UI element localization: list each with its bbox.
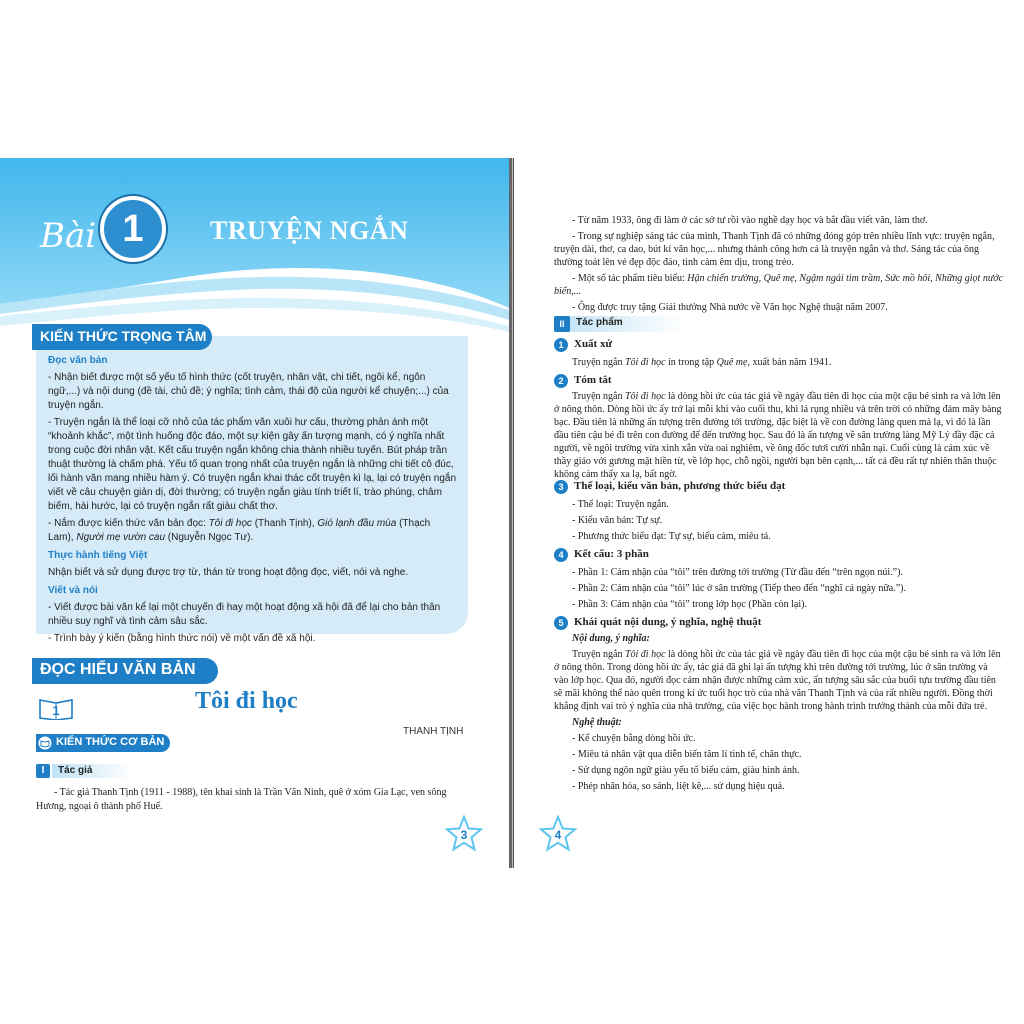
list-item: - Miêu tả nhân vật qua diễn biến tâm lí tinh tế, chân thực.	[572, 749, 802, 760]
text-run: (Thạch Lam),	[48, 518, 431, 543]
author-section-number: I	[36, 764, 50, 778]
paragraph: - Trong sự nghiệp sáng tác của mình, Thanh Tịnh đã có những đóng góp trên nhiều lĩnh vực: truyện ngắn, truyện dài, thơ, ca dao, bút kí văn học,... nhưng thành công hơn cả là truyện ngắn và thơ. Sáng tác của ông thường toát lên vẻ đẹp độc đáo, tình cảm êm dịu, trong trẻo.	[554, 231, 995, 268]
overview-subheading-content: Nội dung, ý nghĩa:	[572, 633, 650, 644]
text-run: (Nguyễn Ngọc Tư).	[165, 532, 254, 543]
work-section-number: II	[554, 316, 570, 332]
work-title: Tôi đi học	[624, 391, 666, 402]
work-title: Hận chiến trường, Quê mẹ, Ngậm ngải tìm trầm, Sức mồ hôi, Những giọt nước biển,...	[554, 273, 1004, 297]
work-title: Quê mẹ	[716, 357, 748, 368]
right-page	[513, 158, 1024, 868]
lesson-number-badge	[100, 196, 166, 262]
text-run: in trong tập	[665, 357, 717, 368]
page-number-badge	[538, 814, 578, 854]
paragraph: - Từ năm 1933, ông đi làm ở các sở tư rồi vào nghề dạy học và bắt đầu viết văn, làm thơ.	[572, 215, 928, 226]
page-number: 4	[554, 828, 562, 842]
subsection-title: Kết cấu: 3 phần	[574, 548, 649, 560]
basic-knowledge-tab	[36, 734, 170, 752]
subsection-number: 2	[554, 374, 568, 388]
knowledge-content	[48, 350, 458, 649]
knowledge-heading-vietnamese: Thực hành tiếng Việt	[48, 550, 148, 561]
genre-list	[554, 498, 1004, 546]
text-run: Truyện ngắn	[572, 649, 625, 660]
list-item: - Kiểu văn bản: Tự sự.	[572, 515, 663, 526]
knowledge-heading-writing: Viết và nói	[48, 585, 98, 596]
work-title: Tôi đi học	[624, 649, 666, 660]
text-number-badge	[38, 696, 74, 720]
book-open-icon	[38, 736, 52, 750]
lesson-number: 1	[122, 208, 144, 250]
text-title: Tôi đi học	[195, 688, 298, 714]
list-item: - Phần 2: Cảm nhận của “tôi” lúc ở sân trường (Tiếp theo đến “nghĩ cả ngày nữa.”).	[572, 583, 907, 594]
work-title: Người mẹ vườn cau	[76, 532, 166, 543]
paragraph	[554, 272, 1004, 298]
paragraph: - Ông được truy tặng Giải thưởng Nhà nước về Văn học Nghệ thuật năm 2007.	[572, 302, 888, 313]
reading-tab-label: ĐỌC HIỂU VĂN BẢN	[40, 661, 196, 678]
structure-list	[554, 566, 1004, 614]
book-icon	[38, 696, 74, 720]
text-run: là dòng hồi ức của tác giả về ngày đầu tiên đi học của một cậu bé sinh ra và lớn lên ở nông thôn. Dòng hồi ức ấy trở lại mỗi khi vào cuối thu, khi lá rụng nhiều và trên trời có những đám mây bàng bạc. Đầu tiên là những ấn tượng trên đường tới trường, đặc biệt là về con đường làng quen mà lạ, vì đó là lần đầu tiên cậu bé đi trên con đường để đến trường học. Sau đó là ấn tượng về sân trường làng Mỹ Lý đầy đặc cả người, về ngôi trường vừa xinh xắn vừa oai nghiêm, về ông đốc tươi cười nhẫn nại. Cuối cùng là cảm xúc về thầy giáo với gương mặt hiền từ, về lớp học, chỗ ngồi, người bạn bên cạnh,... tất cả đều rất tự nhiên thân thuộc không cảm thấy xa lạ, bất ngờ.	[554, 391, 1002, 480]
subsection-title: Thể loại, kiểu văn bản, phương thức biểu đạt	[574, 480, 786, 492]
work-section-label: Tác phẩm	[576, 317, 623, 328]
text-run: - Một số tác phẩm tiêu biểu:	[572, 273, 688, 284]
paragraph	[554, 356, 1004, 369]
knowledge-box	[36, 336, 468, 644]
knowledge-tab	[32, 324, 212, 350]
text-run: , xuất bản năm 1941.	[747, 357, 832, 368]
author-continued	[554, 214, 1004, 317]
basic-knowledge-label: KIẾN THỨC CƠ BẢN	[56, 736, 165, 748]
lesson-title: TRUYỆN NGẮN	[210, 216, 409, 245]
knowledge-tab-label: KIẾN THỨC TRỌNG TÂM	[40, 328, 207, 344]
list-item: - Phần 1: Cảm nhận của “tôi” trên đường tới trường (Từ đầu đến “trên ngọn núi.”).	[572, 567, 903, 578]
work-title: Gió lạnh đầu mùa	[317, 518, 397, 529]
list-item: - Sử dụng ngôn ngữ giàu yếu tố biểu cảm, giàu hình ảnh.	[572, 765, 800, 776]
list-item: - Phương thức biểu đạt: Tự sự, biểu cảm, miêu tả.	[572, 531, 771, 542]
text-run: Truyện ngắn	[572, 357, 625, 368]
paragraph	[554, 390, 1004, 481]
text-run: là dòng hồi ức của tác giả về ngày đầu tiên đi học của một cậu bé sinh ra và lớn lên ở nông thôn. Trong dòng hồi ức ấy, tác giả đã ghi lại ấn tượng khi trên đường tới trường, lúc ở sân trường và vào lớp học. Qua đó, người đọc cảm nhận được những cảm xúc, ấn tượng sâu sắc của buổi tựu trường đầu tiên sẽ mãi không thể nào quên trong kí ức tuổi học trò của nhà văn Thanh Tịnh và của rất nhiều người. Đồng thời khẳng định vai trò ý nghĩa của nhà trường, của việc học hành trong hành trình trưởng thành của mỗi đứa trẻ.	[554, 649, 1001, 712]
list-item: - Phép nhân hóa, so sánh, liệt kê,... sử dụng hiệu quả.	[572, 781, 785, 792]
summary-body	[554, 390, 1004, 484]
list-item: - Phần 3: Cảm nhận của “tôi” trong lớp học (Phần còn lại).	[572, 599, 807, 610]
knowledge-paragraph: Nhận biết và sử dụng được trợ từ, thán từ trong hoạt động đọc, viết, nói và nghe.	[48, 567, 409, 578]
overview-body	[554, 632, 1004, 796]
origin-body	[554, 356, 1004, 372]
knowledge-paragraph: - Nhận biết được một số yếu tố hình thức (cốt truyện, nhân vật, chi tiết, ngôi kể, ngôn ngữ,...) và nội dung (đề tài, chủ đề; ý nghĩa; tình cảm, thái độ của người kể chuyện;...) của truyện ngắn.	[48, 372, 449, 411]
text-number: 1	[52, 703, 60, 718]
list-item: - Kể chuyện bằng dòng hồi ức.	[572, 733, 696, 744]
page-number: 3	[460, 828, 468, 842]
page-number-badge	[444, 814, 484, 854]
knowledge-paragraph: - Truyện ngắn là thể loại cỡ nhỏ của tác phẩm văn xuôi hư cấu, thường phản ánh một “khoảnh khắc”, một tình huống độc đáo, một sự kiện gây ấn tượng mạnh, có ý nghĩa nhất trong cuộc đời nhân vật. Kết cấu truyện ngắn không chia thành nhiều tuyến. Bút pháp trần thuật thường là chấm phá. Yếu tố quan trọng nhất của truyện ngắn là những chi tiết cô đúc, lối hành văn mang nhiều hàm ý. Có truyện ngắn khai thác cốt truyện kì lạ, lại có truyện ngắn viết về câu chuyện giản dị, đời thường; có truyện ngắn giàu tính triết lí, trào phúng, châm biếm, hài hước, lại có truyện ngắn rất giàu chất thơ.	[48, 417, 457, 512]
work-title: Tôi đi học	[624, 357, 666, 368]
text-author: THANH TỊNH	[403, 726, 464, 737]
work-title: Tôi đi học	[208, 518, 252, 529]
text-run: - Nắm được kiến thức văn bản đọc:	[48, 518, 209, 529]
subsection-number: 4	[554, 548, 568, 562]
reading-tab	[32, 658, 218, 684]
knowledge-paragraph: - Trình bày ý kiến (bằng hình thức nói) về một vấn đề xã hội.	[48, 633, 316, 644]
subsection-number: 3	[554, 480, 568, 494]
knowledge-paragraph: - Viết được bài văn kể lại một chuyến đi hay một hoạt động xã hội đã để lại cho bản thân nhiều suy nghĩ và tình cảm sâu sắc.	[48, 602, 441, 627]
text-run: (Thanh Tịnh),	[251, 518, 318, 529]
subsection-title: Xuất xứ	[574, 338, 613, 350]
text-run: Truyện ngắn	[572, 391, 625, 402]
author-section-label: Tác giả	[58, 765, 93, 776]
subsection-number: 5	[554, 616, 568, 630]
subsection-title: Khái quát nội dung, ý nghĩa, nghệ thuật	[574, 616, 762, 628]
author-body: - Tác giả Thanh Tịnh (1911 - 1988), tên khai sinh là Trần Văn Ninh, quê ở xóm Gia Lạc, ven sông Hương, ngoại ô thành phố Huế.	[36, 787, 447, 812]
overview-subheading-art: Nghệ thuật:	[572, 717, 622, 728]
knowledge-paragraph	[48, 517, 458, 545]
knowledge-heading-reading: Đọc văn bản	[48, 355, 108, 366]
left-page	[0, 158, 509, 868]
list-item: - Thể loại: Truyện ngắn.	[572, 499, 669, 510]
paragraph	[554, 648, 1004, 713]
lesson-label: Bài	[40, 216, 97, 256]
subsection-number: 1	[554, 338, 568, 352]
subsection-title: Tóm tắt	[574, 374, 612, 386]
